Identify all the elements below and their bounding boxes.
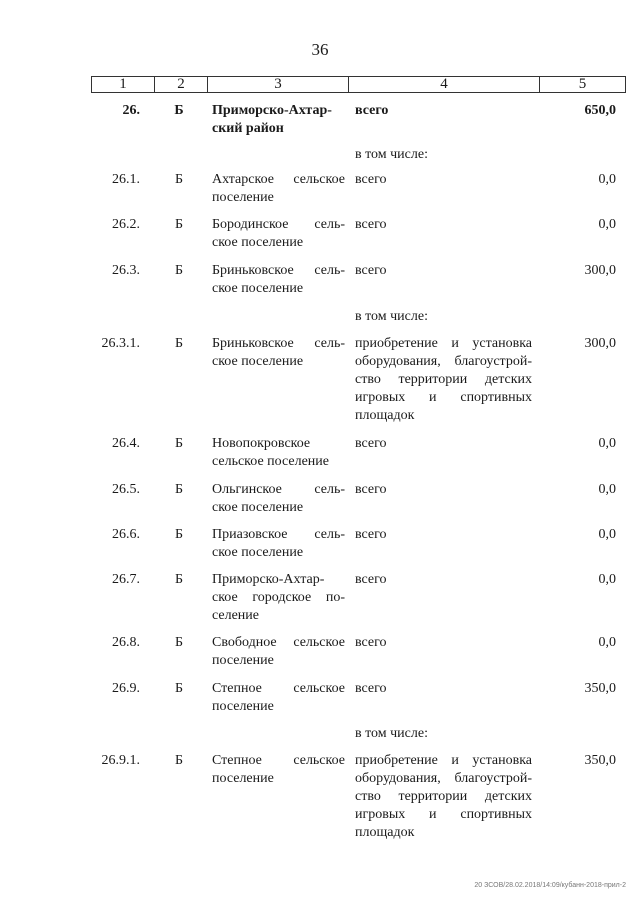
row-category: Б — [174, 482, 184, 497]
row-name — [212, 171, 345, 207]
row-name-line: селение — [212, 608, 259, 623]
row-description-line: площадок — [355, 408, 415, 423]
row-name-line: Приморско-Ахтар- — [212, 572, 325, 587]
header-col-1: 1 — [119, 76, 127, 92]
row-name-line: Свободное сельское — [212, 635, 345, 650]
row-description-line: ство территории детских — [355, 372, 532, 387]
row-description — [355, 146, 532, 164]
row-number: 26.1. — [112, 172, 140, 187]
row-description-line: всего — [355, 527, 387, 542]
row-category: Б — [174, 572, 184, 587]
row-description — [355, 335, 532, 425]
row-description — [355, 102, 532, 120]
row-number: 26.4. — [112, 436, 140, 451]
row-description-line: оборудования, благоустрой- — [355, 771, 532, 786]
row-description-line: игровых и спортивных — [355, 807, 532, 822]
row-name-line: поселение — [212, 699, 274, 714]
row-description-line: всего — [355, 263, 387, 278]
row-description — [355, 435, 532, 453]
row-name-line: Бриньковское сель- — [212, 336, 345, 351]
row-value: 650,0 — [584, 103, 616, 118]
row-description — [355, 262, 532, 280]
row-name-line: ское поселение — [212, 545, 304, 560]
row-name-line: Ольгинское сель- — [212, 482, 345, 497]
row-description-line: в том числе: — [355, 309, 428, 324]
row-description — [355, 308, 532, 326]
row-number: 26.3.1. — [101, 336, 140, 351]
row-name-line: ское поселение — [212, 235, 304, 250]
header-col-4: 4 — [440, 76, 448, 92]
header-col-5: 5 — [578, 76, 587, 92]
row-category: Б — [174, 436, 184, 451]
row-description-line: всего — [355, 172, 387, 187]
row-category: Б — [174, 527, 184, 542]
row-name-line: Бородинское сель- — [212, 217, 345, 232]
row-name — [212, 435, 345, 471]
row-description-line: всего — [355, 103, 389, 118]
row-number: 26.9. — [112, 681, 140, 696]
row-value: 0,0 — [598, 572, 616, 587]
row-name-line: Новопокровское — [212, 436, 311, 451]
row-value: 0,0 — [598, 217, 616, 232]
row-description-line: оборудования, благоустрой- — [355, 354, 532, 369]
row-name — [212, 752, 345, 788]
row-value: 350,0 — [584, 753, 616, 768]
row-name-line: Приморско-Ахтар- — [212, 103, 332, 118]
row-description — [355, 216, 532, 234]
row-description — [355, 752, 532, 842]
row-name-line: Ахтарское сельское — [212, 172, 345, 187]
row-number: 26.9.1. — [101, 753, 140, 768]
page-number: 36 — [311, 40, 329, 59]
row-name-line: Степное сельское — [212, 753, 345, 768]
row-description — [355, 725, 532, 743]
row-description — [355, 680, 532, 698]
row-description-line: всего — [355, 635, 387, 650]
row-description — [355, 526, 532, 544]
row-name-line: сельское поселение — [212, 454, 329, 469]
row-name-line: ское городское по- — [212, 590, 345, 605]
row-category: Б — [174, 263, 184, 278]
row-number: 26. — [122, 103, 140, 118]
row-description-line: в том числе: — [355, 726, 428, 741]
row-category: Б — [174, 336, 184, 351]
row-name — [212, 634, 345, 670]
row-number: 26.6. — [112, 527, 140, 542]
row-name — [212, 102, 345, 138]
row-description-line: площадок — [355, 825, 415, 840]
row-description-line: всего — [355, 217, 387, 232]
row-description — [355, 481, 532, 499]
row-value: 0,0 — [598, 482, 616, 497]
row-name-line: ское поселение — [212, 281, 304, 296]
row-name — [212, 335, 345, 371]
row-category: Б — [174, 217, 184, 232]
row-name — [212, 262, 345, 298]
row-category: Б — [174, 103, 184, 118]
row-number: 26.8. — [112, 635, 140, 650]
row-name-line: Бриньковское сель- — [212, 263, 345, 278]
row-description-line: всего — [355, 681, 387, 696]
row-number: 26.7. — [112, 572, 140, 587]
row-name — [212, 481, 345, 517]
row-category: Б — [174, 753, 184, 768]
row-value: 0,0 — [598, 436, 616, 451]
row-value: 0,0 — [598, 635, 616, 650]
row-description-line: игровых и спортивных — [355, 390, 532, 405]
row-name-line: поселение — [212, 190, 274, 205]
row-name-line: ское поселение — [212, 500, 304, 515]
row-name-line: поселение — [212, 653, 274, 668]
row-description-line: приобретение и установка — [355, 753, 532, 768]
row-number: 26.2. — [112, 217, 140, 232]
row-value: 350,0 — [584, 681, 616, 696]
row-description-line: всего — [355, 482, 387, 497]
row-description-line: ство территории детских — [355, 789, 532, 804]
row-name-line: ский район — [212, 121, 284, 136]
row-value: 300,0 — [584, 336, 616, 351]
row-value: 0,0 — [598, 172, 616, 187]
row-description — [355, 571, 532, 589]
row-category: Б — [174, 635, 184, 650]
footer-stamp: 20 ЗСОВ/28.02.2018/14:09/кубанн-2018-прил-2 — [474, 882, 626, 889]
table-header — [91, 76, 626, 93]
row-description — [355, 171, 532, 189]
row-description-line: всего — [355, 436, 387, 451]
row-name — [212, 526, 345, 562]
row-number: 26.5. — [112, 482, 140, 497]
row-description — [355, 634, 532, 652]
row-category: Б — [174, 681, 184, 696]
row-number: 26.3. — [112, 263, 140, 278]
row-category: Б — [174, 172, 184, 187]
row-name — [212, 216, 345, 252]
row-value: 0,0 — [598, 527, 616, 542]
row-description-line: в том числе: — [355, 147, 428, 162]
row-name-line: поселение — [212, 771, 274, 786]
row-description-line: приобретение и установка — [355, 336, 532, 351]
row-description-line: всего — [355, 572, 387, 587]
row-name-line: ское поселение — [212, 354, 304, 369]
row-name-line: Приазовское сель- — [212, 527, 345, 542]
header-col-3: 3 — [274, 76, 282, 92]
row-value: 300,0 — [584, 263, 616, 278]
row-name — [212, 571, 345, 625]
header-col-2: 2 — [177, 76, 185, 92]
row-name — [212, 680, 345, 716]
row-name-line: Степное сельское — [212, 681, 345, 696]
